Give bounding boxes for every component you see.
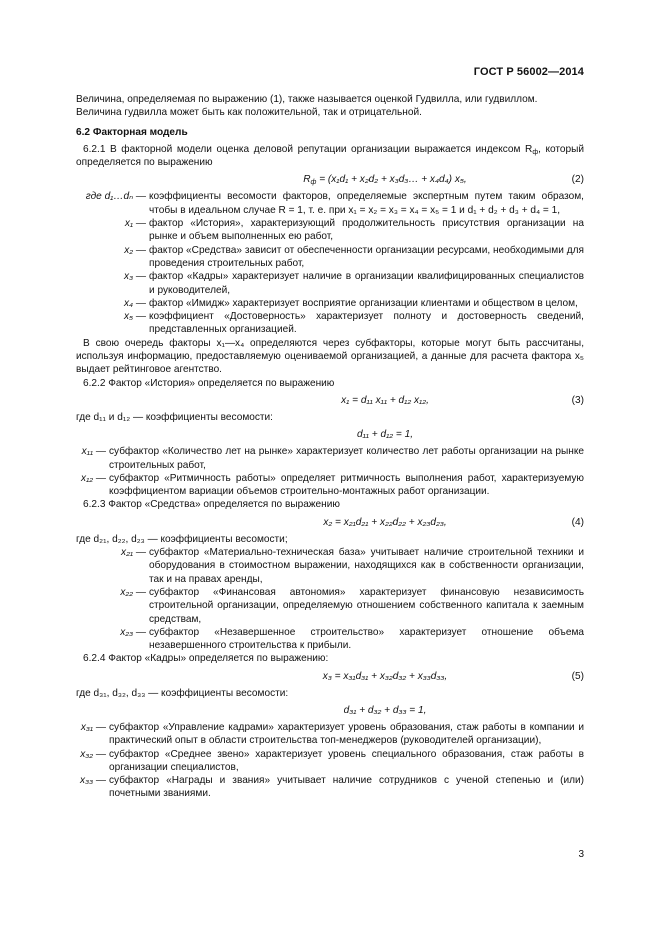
definition-x21: x₂₁ — субфактор «Материально-техническая база» учитывает наличие строительной техники и оборудования в стоимостном выражении, находящихся как в собственности организации, так и на правах аренды, (121, 547, 584, 585)
definition-x23: x₂₃ — субфактор «Незавершенное строительство» характеризует отношение объема незавершенного строительства к прибыли. (120, 626, 584, 652)
definition-d: где d₁…dₙ — коэффициенты весомости факторов, определяемые экспертным путем таким образом, чтобы в идеальном случае R = 1, т. е. при x₁ = x₂ = x₃ = x₄ = x₅ = 1 и d₁ + d₂ + d₃ + d₄ = 1, (85, 191, 584, 216)
intro-line-1: Величина, определяемая по выражению (1), также называется оценкой Гудвилла, или гудвиллом. (76, 94, 538, 105)
definition-x12: x₁₂ — субфактор «Ритмичность работы» определяет ритмичность выполнения работ, характеризуемую коэффициентом вариации объемов строительно-монтажных работ организации. (81, 472, 584, 498)
paragraph-subfactors: В свою очередь факторы x₁—x₄ определяются через субфакторы, которые могут быть рассчитаны, используя информацию, предоставляемую оцениваемой организацией, а данные для расчета фактора x₅ выдает рейтинговое агентство. (76, 337, 584, 376)
section-title: 6.2 Факторная модель (76, 126, 188, 138)
definition-x5: x₅ — коэффициент «Достоверность» характеризует полноту и достоверность сведений, представленных организацией. (123, 311, 584, 336)
equation-3b: d₁₁ + d₁₂ = 1, (356, 429, 414, 441)
intro-line-2: Величина гудвилла может быть как положительной, так и отрицательной. (76, 107, 422, 119)
definition-x1: x₁ — фактор «История», характеризующий продолжительность присутствия организации на рынке и объем выполненных ею работ, (124, 218, 584, 243)
definition-x4: x₄ — фактор «Имидж» характеризует восприятие организации клиентами и обществом в целом, (124, 297, 578, 309)
equation-number: (3) (571, 394, 584, 406)
definition-x11: x₁₁ — субфактор «Количество лет на рынке» характеризует количество лет работы организации на рынке строительных работ, (81, 446, 584, 471)
standard-header: ГОСТ Р 56002—2014 (473, 66, 584, 78)
definition-x22: x₂₂ — субфактор «Финансовая автономия» характеризует финансовую независимость строительной организации, определяемую отношением собственного капитала к заемным средствам, (120, 586, 584, 625)
where-5: где d₃₁, d₃₂, d₃₃ — коэффициенты весомости: (76, 687, 289, 699)
equation-5b: d₃₁ + d₃₂ + d₃₃ = 1, (343, 704, 427, 716)
paragraph-6-2-1: 6.2.1 В факторной модели оценка деловой репутации организации выражается индексом $R_ф$, который определяется по выражению (76, 143, 584, 169)
definition-x32: x₃₂ — субфактор «Среднее звено» характеризует уровень специального образования, стаж работы в организации специалистов, (80, 748, 584, 773)
equation-2: $R_ф = (x_1d_1 + x_2d_2$ + x₃d₃… + x₄d₄) x₅, (2) (303, 174, 584, 187)
definition-x2: x₂ — фактор «Средства» зависит от обеспеченности организации ресурсами, необходимыми для проведения строительных работ, (124, 244, 584, 269)
page-content (76, 93, 584, 801)
equation-4: x₂ = x₂₁d₂₁ + x₂₂d₂₂ + x₂₃d₂₃, (4) (323, 516, 584, 528)
equation-number: (4) (571, 516, 584, 528)
page-number: 3 (578, 849, 584, 860)
paragraph-6-2-4: 6.2.4 Фактор «Кадры» определяется по выражению: (83, 653, 329, 665)
definition-x31: x₃₁ — субфактор «Управление кадрами» характеризует уровень образования, стаж работы в компании и практический опыт в области строительства топ-менеджеров (руководителей организации), (80, 721, 584, 747)
where-4: где d₂₁, d₂₂, d₂₃ — коэффициенты весомости; (76, 533, 288, 545)
paragraph-6-2-3: 6.2.3 Фактор «Средства» определяется по выражению (83, 499, 340, 511)
equation-number: (2) (571, 174, 584, 186)
equation-5: x₃ = x₃₁d₃₁ + x₃₂d₃₂ + x₃₃d₃₃, (5) (322, 670, 584, 682)
equation-number: (5) (571, 670, 584, 682)
where-3: где d₁₁ и d₁₂ — коэффициенты весомости: (76, 411, 273, 423)
definition-x3: x₃ — фактор «Кадры» характеризует наличие в организации квалифицированных специалистов и руководителей, (124, 271, 584, 296)
equation-3: x₁ = d₁₁ x₁₁ + d₁₂ x₁₂, (3) (341, 394, 584, 406)
definition-x33: x₃₃ — субфактор «Награды и звания» учитывает наличие сотрудников с ученой степенью и (или) почетными званиями. (80, 775, 584, 800)
paragraph-6-2-2: 6.2.2 Фактор «История» определяется по выражению (83, 377, 335, 389)
